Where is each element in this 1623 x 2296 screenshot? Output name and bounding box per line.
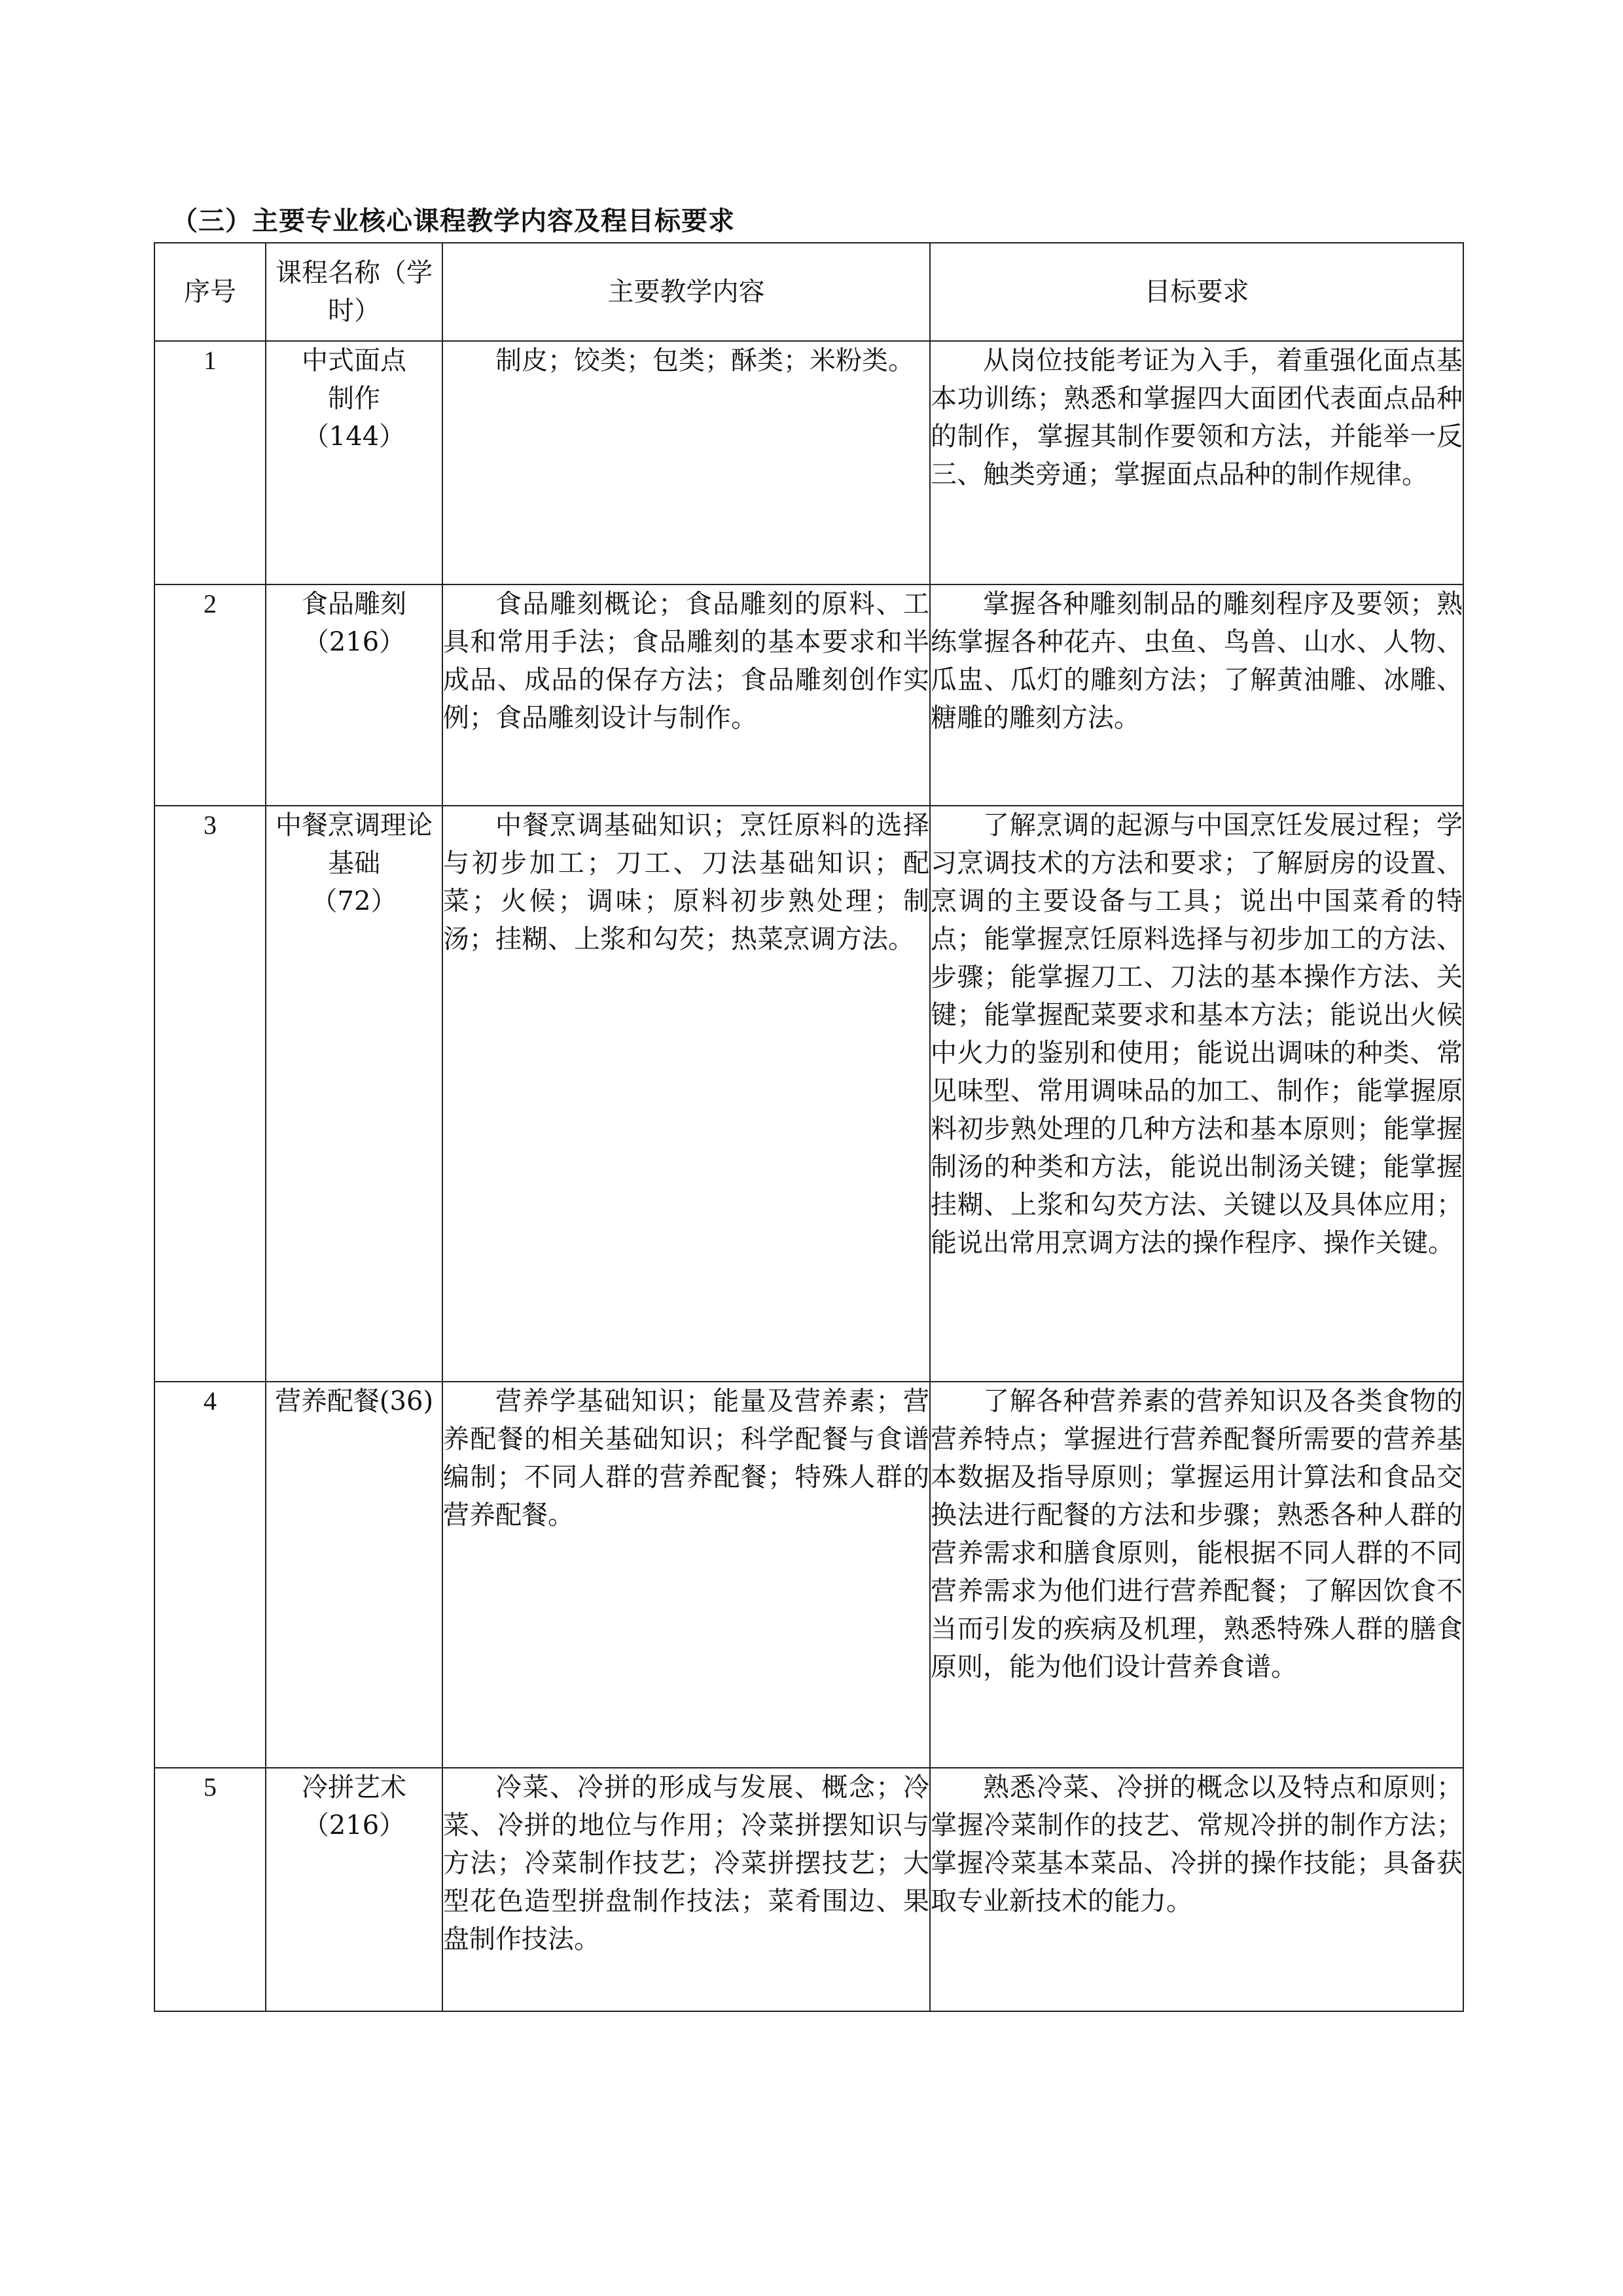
table-row: [154, 1382, 1463, 1768]
table-row: [154, 806, 1463, 1382]
content-text: 中餐烹调基础知识；烹饪原料的选择与初步加工；刀工、刀法基础知识；配菜；火候；调味；原料初步熟处理；制汤；挂糊、上浆和勾芡；热菜烹调方法。: [443, 810, 929, 954]
table-header-row: [154, 243, 1463, 341]
section-title: （三）主要专业核心课程教学内容及程目标要求: [171, 206, 735, 236]
course-name-line: （216）: [302, 627, 406, 657]
content-text: 冷菜、冷拼的形成与发展、概念；冷菜、冷拼的地位与作用；冷菜拼摆知识与方法；冷菜制作技艺；冷菜拼摆技艺；大型花色造型拼盘制作技法；菜肴围边、果盘制作技法。: [443, 1772, 929, 1954]
content-cell: [442, 806, 930, 1382]
goal-text: 了解烹调的起源与中国烹饪发展过程；学习烹调技术的方法和要求；了解厨房的设置、烹调的主要设备与工具；说出中国菜肴的特点；能掌握烹饪原料选择与初步加工的方法、步骤；能掌握刀工、刀法的基本操作方法、关键；能掌握配菜要求和基本方法；能说出火候中火力的鉴别和使用；能说出调味的种类、常见味型、常用调味品的加工、制作；能掌握原料初步熟处理的几种方法和基本原则；能掌握制汤的种类和方法，能说出制汤关键；能掌握挂糊、上浆和勾芡方法、关键以及具体应用；能说出常用烹调方法的操作程序、操作关键。: [931, 810, 1463, 1258]
content-text: 营养学基础知识；能量及营养素；营养配餐的相关基础知识；科学配餐与食谱编制；不同人群的营养配餐；特殊人群的营养配餐。: [443, 1386, 929, 1530]
course-name-line: （72）: [311, 886, 397, 916]
content-cell: [442, 584, 930, 806]
goal-cell: [930, 341, 1463, 584]
course-name-cell: [266, 341, 442, 584]
content-cell: [442, 1382, 930, 1768]
table-row: [154, 341, 1463, 584]
goal-text: 掌握各种雕刻制品的雕刻程序及要领；熟练掌握各种花卉、虫鱼、鸟兽、山水、人物、瓜盅、瓜灯的雕刻方法；了解黄油雕、冰雕、糖雕的雕刻方法。: [931, 589, 1463, 733]
header-course-name-line: 时）: [328, 296, 380, 326]
course-name-cell: [266, 806, 442, 1382]
course-name-line: （216）: [302, 1810, 406, 1840]
seq-cell: 3: [154, 806, 266, 1382]
course-name-cell: [266, 1768, 442, 2011]
header-course-name: [266, 243, 442, 341]
course-name-line: 基础: [328, 848, 380, 878]
goal-text: 了解各种营养素的营养知识及各类食物的营养特点；掌握进行营养配餐所需要的营养基本数据及指导原则；掌握运用计算法和食品交换法进行配餐的方法和步骤；熟悉各种人群的营养需求和膳食原则，能根据不同人群的不同营养需求为他们进行营养配餐；了解因饮食不当而引发的疾病及机理，熟悉特殊人群的膳食原则，能为他们设计营养食谱。: [931, 1386, 1463, 1682]
seq-cell: 2: [154, 584, 266, 806]
course-name-line: 中餐烹调理论: [276, 810, 433, 840]
goal-cell: [930, 1768, 1463, 2011]
course-name-line: 营养配餐(36): [274, 1386, 434, 1416]
header-content: 主要教学内容: [442, 243, 930, 341]
content-text: 制皮；饺类；包类；酥类；米粉类。: [495, 346, 914, 376]
goal-cell: [930, 806, 1463, 1382]
content-cell: [442, 1768, 930, 2011]
seq-cell: 1: [154, 341, 266, 584]
goal-cell: [930, 1382, 1463, 1768]
header-seq: 序号: [154, 243, 266, 341]
course-name-cell: [266, 584, 442, 806]
course-name-line: 中式面点: [302, 346, 406, 376]
seq-cell: 4: [154, 1382, 266, 1768]
course-name-line: 制作: [328, 384, 380, 414]
goal-text: 熟悉冷菜、冷拼的概念以及特点和原则；掌握冷菜制作的技艺、常规冷拼的制作方法；掌握冷菜基本菜品、冷拼的操作技能；具备获取专业新技术的能力。: [931, 1772, 1463, 1916]
course-name-line: （144）: [302, 422, 406, 452]
seq-cell: 5: [154, 1768, 266, 2011]
content-text: 食品雕刻概论；食品雕刻的原料、工具和常用手法；食品雕刻的基本要求和半成品、成品的保存方法；食品雕刻创作实例；食品雕刻设计与制作。: [443, 589, 929, 733]
course-name-line: 冷拼艺术: [302, 1772, 406, 1803]
header-course-name-line: 课程名称（学: [276, 258, 433, 288]
table-row: [154, 584, 1463, 806]
course-name-cell: [266, 1382, 442, 1768]
course-name-line: 食品雕刻: [302, 589, 406, 619]
goal-text: 从岗位技能考证为入手，着重强化面点基本功训练；熟悉和掌握四大面团代表面点品种的制作，掌握其制作要领和方法，并能举一反三、触类旁通；掌握面点品种的制作规律。: [931, 346, 1463, 490]
table-row: [154, 1768, 1463, 2011]
header-goal: 目标要求: [930, 243, 1463, 341]
goal-cell: [930, 584, 1463, 806]
content-cell: [442, 341, 930, 584]
course-table: [154, 242, 1464, 2012]
